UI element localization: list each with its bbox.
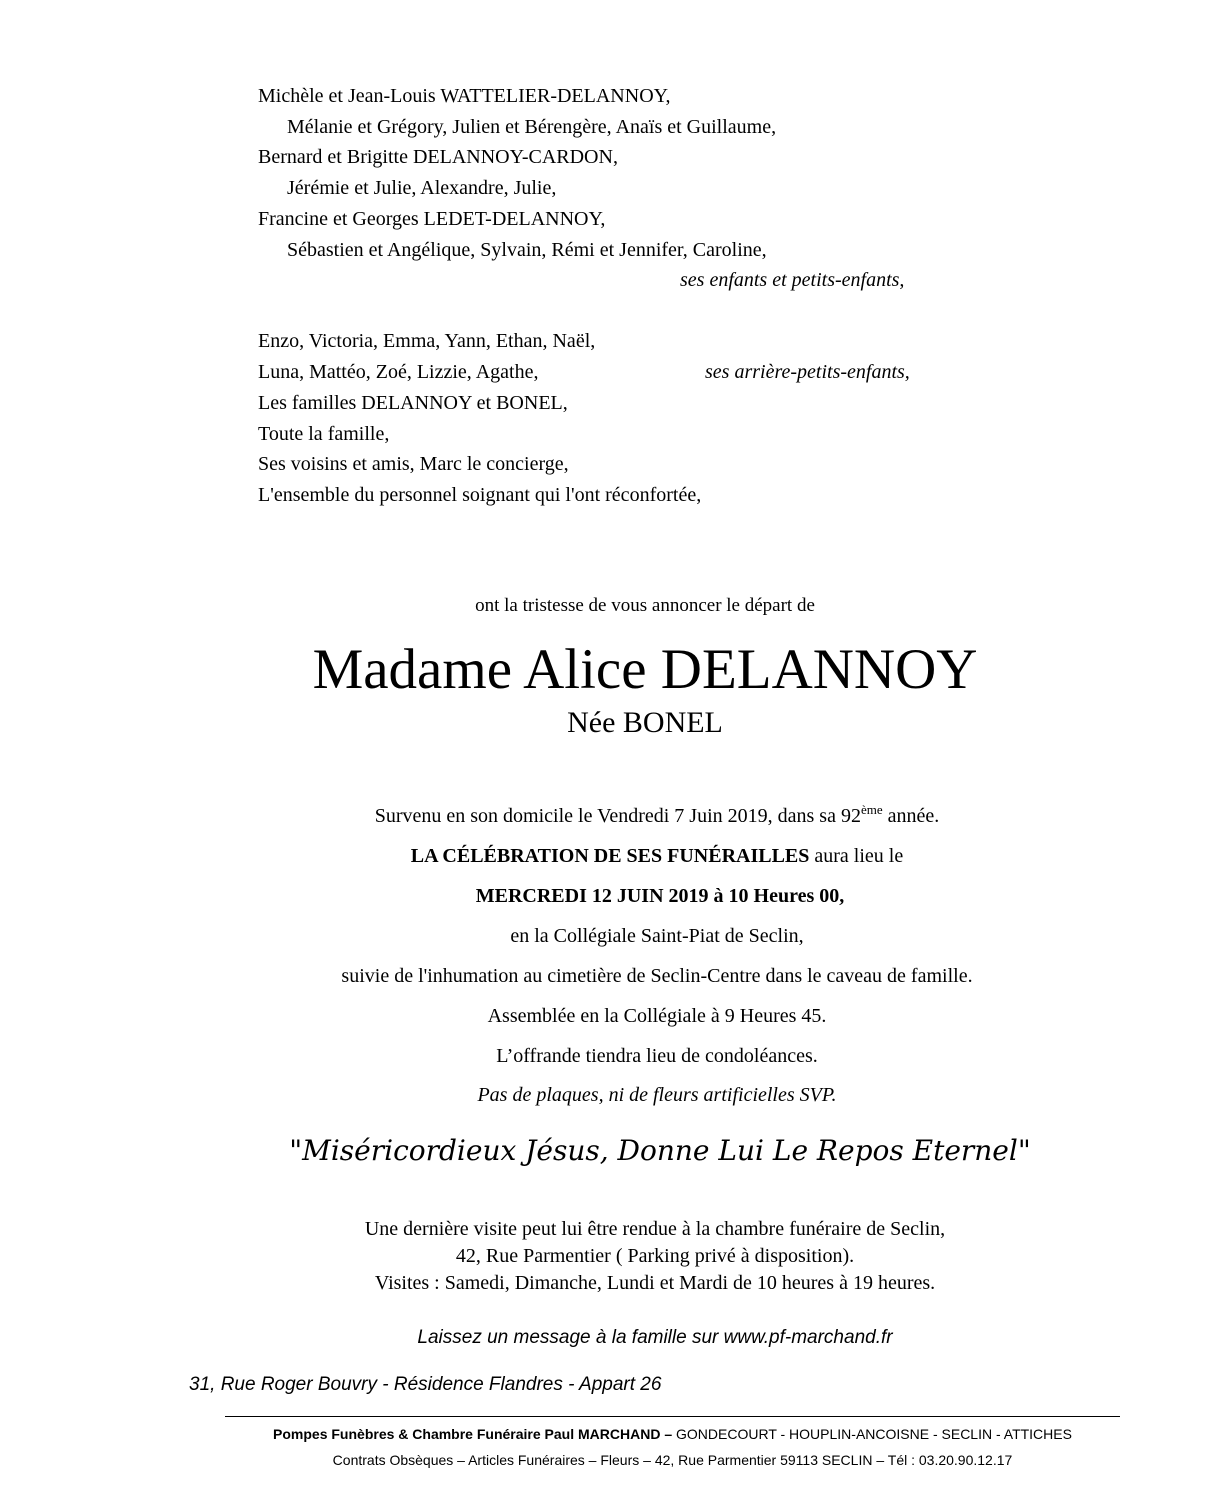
family-line: Bernard et Brigitte DELANNOY-CARDON, (258, 146, 618, 168)
prayer-quote: "Miséricordieux Jésus, Donne Lui Le Repos Eternel" (289, 1134, 1031, 1167)
great-line: L'ensemble du personnel soignant qui l'ont réconfortée, (258, 484, 702, 506)
footer-divider (225, 1416, 1120, 1417)
company-locations: GONDECOURT - HOUPLIN-ANCOISNE - SECLIN - ATTICHES (672, 1426, 1072, 1442)
maiden-name: Née BONEL (567, 706, 723, 739)
great-line: Ses voisins et amis, Marc le concierge, (258, 453, 569, 475)
children-label: ses enfants et petits-enfants, (680, 269, 905, 291)
family-line: Francine et Georges LEDET-DELANNOY, (258, 208, 606, 230)
assembly-info: Assemblée en la Collégiale à 9 Heures 45. (487, 1005, 827, 1027)
great-line: Les familles DELANNOY et BONEL, (258, 392, 568, 414)
footer-company (0, 1425, 1214, 1443)
deceased-address: 31, Rue Roger Bouvry - Résidence Flandres - Appart 26 (189, 1374, 662, 1395)
offering-info: L’offrande tiendra lieu de condoléances. (496, 1045, 818, 1067)
visit-line: Visites : Samedi, Dimanche, Lundi et Mardi de 10 heures à 19 heures. (374, 1272, 936, 1294)
website-message: Laissez un message à la famille sur www.pf-marchand.fr (417, 1327, 893, 1348)
company-name: Pompes Funèbres & Chambre Funéraire Paul MARCHAND – (273, 1426, 673, 1442)
family-line: Sébastien et Angélique, Sylvain, Rémi et Jennifer, Caroline, (287, 239, 767, 261)
funeral-place: en la Collégiale Saint-Piat de Seclin, (510, 925, 804, 947)
celebration-rest: aura lieu le (809, 845, 904, 867)
celebration-line (0, 846, 1214, 866)
funeral-date: MERCREDI 12 JUIN 2019 à 10 Heures 00, (475, 885, 845, 907)
celebration-heading: LA CÉLÉBRATION DE SES FUNÉRAILLES (410, 845, 810, 867)
announce-intro: ont la tristesse de vous annoncer le départ de (475, 595, 815, 616)
great-line: Toute la famille, (258, 423, 390, 445)
death-notice (0, 802, 1214, 827)
burial-info: suivie de l'inhumation au cimetière de Seclin-Centre dans le caveau de famille. (341, 965, 973, 987)
family-line: Michèle et Jean-Louis WATTELIER-DELANNOY, (258, 85, 671, 107)
death-notice-text: Survenu en son domicile le Vendredi 7 Juin 2019, dans sa 92 (374, 805, 861, 827)
footer-contact: Contrats Obsèques – Articles Funéraires – Fleurs – 42, Rue Parmentier 59113 SECLIN – Tél : 03.20.90.12.17 (332, 1452, 1013, 1468)
family-line: Jérémie et Julie, Alexandre, Julie, (287, 177, 557, 199)
ordinal-suffix: ème (860, 802, 883, 817)
visit-line: 42, Rue Parmentier ( Parking privé à disposition). (455, 1245, 855, 1267)
visit-line: Une dernière visite peut lui être rendue à la chambre funéraire de Seclin, (364, 1218, 946, 1240)
family-line: Mélanie et Grégory, Julien et Bérengère, Anaïs et Guillaume, (287, 116, 777, 138)
no-plaques-note: Pas de plaques, ni de fleurs artificielles SVP. (477, 1084, 837, 1106)
deceased-name: Madame Alice DELANNOY (312, 638, 978, 701)
great-line: Enzo, Victoria, Emma, Yann, Ethan, Naël, (258, 330, 596, 352)
great-children-label: ses arrière-petits-enfants, (705, 361, 910, 383)
great-line: Luna, Mattéo, Zoé, Lizzie, Agathe, (258, 361, 539, 383)
death-notice-end: année. (882, 805, 940, 827)
